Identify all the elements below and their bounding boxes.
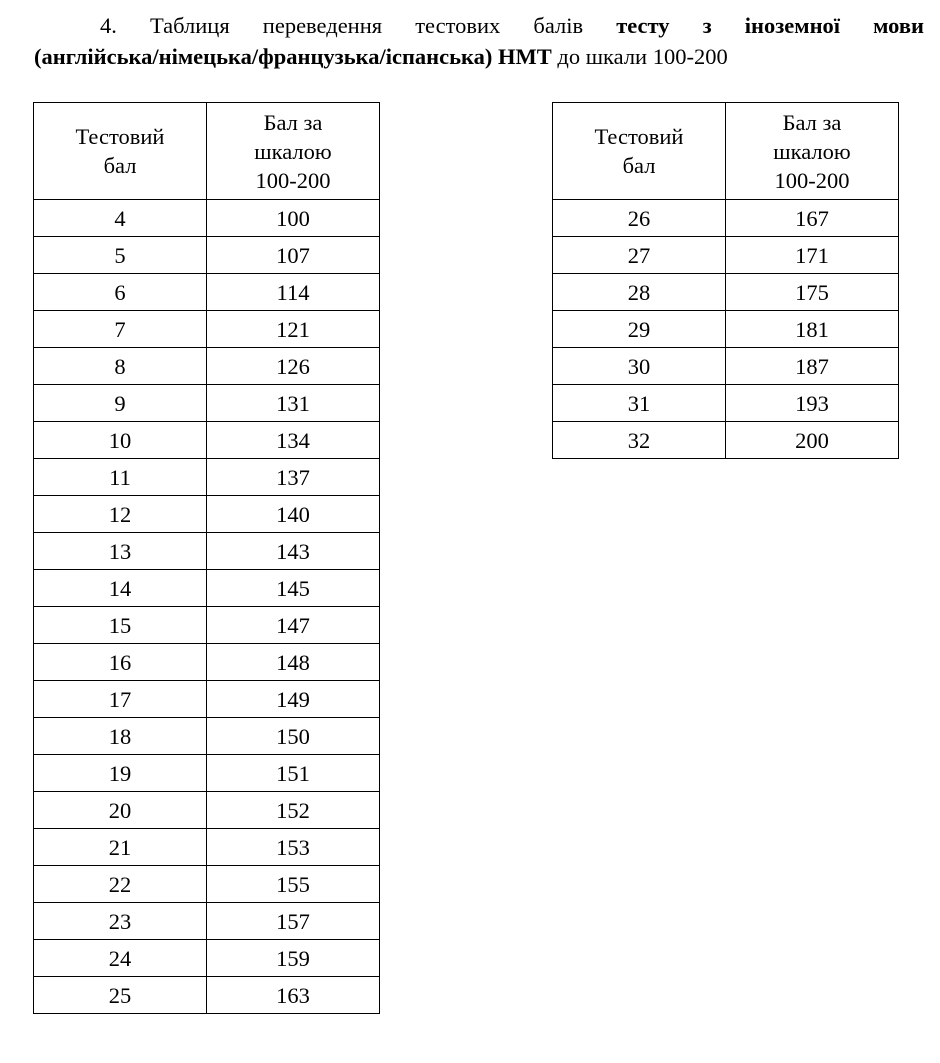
test-score-cell: 5 [34,237,207,274]
scale-score-cell: 140 [207,496,380,533]
scale-score-cell: 181 [726,311,899,348]
scale-score-cell: 145 [207,570,380,607]
table-body-left [34,200,380,1014]
test-score-cell: 19 [34,755,207,792]
scale-score-cell: 148 [207,644,380,681]
scale-score-cell: 137 [207,459,380,496]
heading-text-2: до шкали 100-200 [551,44,728,69]
test-score-cell: 28 [553,274,726,311]
heading-bold-text-2: (англійська/німецька/французька/іспанська) НМТ [34,44,552,69]
table-row [34,570,380,607]
scale-score-cell: 100 [207,200,380,237]
table-row [34,274,380,311]
score-conversion-table-left [33,102,380,1014]
scale-score-cell: 150 [207,718,380,755]
table-row [34,200,380,237]
scale-score-cell: 200 [726,422,899,459]
test-score-cell: 23 [34,903,207,940]
heading-text: 4. Таблиця переведення тестових балів [100,13,617,38]
table-row [34,533,380,570]
test-score-cell: 27 [553,237,726,274]
test-score-cell: 8 [34,348,207,385]
test-score-cell: 22 [34,866,207,903]
test-score-cell: 29 [553,311,726,348]
table-row [34,385,380,422]
test-score-cell: 12 [34,496,207,533]
table-row [34,607,380,644]
scale-score-cell: 147 [207,607,380,644]
table-row [34,718,380,755]
document-heading [34,10,924,72]
test-score-cell: 7 [34,311,207,348]
table-row [553,237,899,274]
test-score-cell: 11 [34,459,207,496]
header-text: бал [103,153,137,178]
test-score-cell: 20 [34,792,207,829]
heading-line-1 [34,10,924,41]
table-row [34,237,380,274]
header-text: Бал за [782,109,842,135]
test-score-cell: 30 [553,348,726,385]
test-score-cell: 26 [553,200,726,237]
table-row [34,940,380,977]
scale-score-cell: 134 [207,422,380,459]
scale-score-cell: 152 [207,792,380,829]
table-header-row [553,103,899,200]
table-row [34,977,380,1014]
table-row [34,496,380,533]
table-row [553,385,899,422]
header-text: бал [622,153,656,178]
scale-score-cell: 193 [726,385,899,422]
test-score-cell: 24 [34,940,207,977]
test-score-cell: 15 [34,607,207,644]
scale-score-cell: 163 [207,977,380,1014]
header-text: шкалою [254,138,332,164]
test-score-cell: 16 [34,644,207,681]
scale-score-cell: 155 [207,866,380,903]
header-text: шкалою [773,138,851,164]
scale-score-cell: 157 [207,903,380,940]
test-score-cell: 21 [34,829,207,866]
table-row [34,644,380,681]
scale-score-cell: 121 [207,311,380,348]
table-row [553,422,899,459]
scale-score-cell: 167 [726,200,899,237]
scale-score-cell: 149 [207,681,380,718]
header-scale-score [207,103,380,200]
table-row [553,274,899,311]
heading-line-2 [34,41,924,72]
table-header-row [34,103,380,200]
scale-score-cell: 153 [207,829,380,866]
scale-score-cell: 159 [207,940,380,977]
table-body-right [553,200,899,459]
table-row [34,755,380,792]
header-scale-score [726,103,899,200]
test-score-cell: 17 [34,681,207,718]
header-text: Бал за [263,109,323,135]
header-test-score [553,103,726,200]
scale-score-cell: 131 [207,385,380,422]
test-score-cell: 32 [553,422,726,459]
header-text: 100-200 [255,167,331,193]
table-row [34,348,380,385]
table-row [34,311,380,348]
test-score-cell: 6 [34,274,207,311]
score-conversion-table-right [552,102,899,459]
test-score-cell: 4 [34,200,207,237]
table-row [34,792,380,829]
header-test-score [34,103,207,200]
table-row [34,681,380,718]
scale-score-cell: 126 [207,348,380,385]
header-text: Тестовий [594,124,684,149]
scale-score-cell: 143 [207,533,380,570]
test-score-cell: 31 [553,385,726,422]
scale-score-cell: 107 [207,237,380,274]
table-row [34,829,380,866]
table-row [34,866,380,903]
table-row [553,348,899,385]
scale-score-cell: 114 [207,274,380,311]
table-row [553,311,899,348]
test-score-cell: 10 [34,422,207,459]
table-row [34,903,380,940]
test-score-cell: 9 [34,385,207,422]
table-row [34,459,380,496]
scale-score-cell: 175 [726,274,899,311]
test-score-cell: 25 [34,977,207,1014]
scale-score-cell: 171 [726,237,899,274]
test-score-cell: 14 [34,570,207,607]
scale-score-cell: 151 [207,755,380,792]
test-score-cell: 18 [34,718,207,755]
header-text: 100-200 [774,167,850,193]
header-text: Тестовий [75,124,165,149]
test-score-cell: 13 [34,533,207,570]
heading-bold-text: тесту з іноземної мови [616,13,924,38]
table-row [553,200,899,237]
scale-score-cell: 187 [726,348,899,385]
table-row [34,422,380,459]
